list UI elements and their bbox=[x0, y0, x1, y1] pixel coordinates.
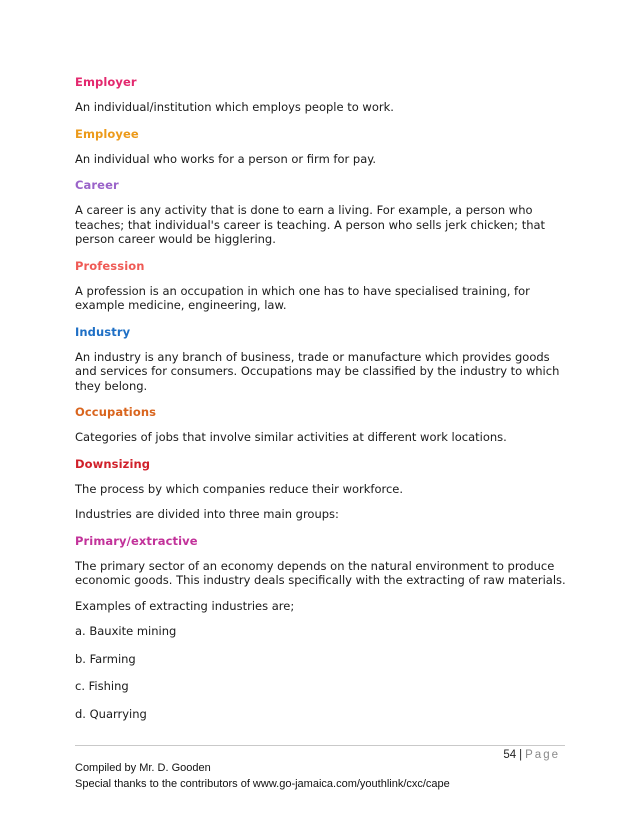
footer-compiled-by: Compiled by Mr. D. Gooden bbox=[75, 762, 211, 774]
heading-primary-extractive: Primary/extractive bbox=[75, 533, 198, 548]
definition-industry: An industry is any branch of business, trade or manufacture which provides goods and services for consumers. Occupations may be classified by the industry to which they belong. bbox=[75, 349, 560, 393]
page-content bbox=[75, 74, 570, 734]
heading-employer: Employer bbox=[75, 75, 137, 89]
industries-intro: Industries are divided into three main groups: bbox=[75, 507, 339, 521]
heading-employee: Employee bbox=[75, 126, 139, 141]
definition-downsizing: The process by which companies reduce their workforce. bbox=[75, 481, 404, 496]
footer-divider bbox=[75, 745, 565, 746]
list-item: d. Quarrying bbox=[75, 706, 147, 721]
heading-industry: Industry bbox=[75, 324, 131, 339]
definition-employer: An individual/institution which employs people to work. bbox=[75, 100, 394, 114]
list-item: b. Farming bbox=[75, 651, 136, 666]
definition-primary-extractive: The primary sector of an economy depends on the natural environment to produce economic goods. This industry deals specifically with the extracting of raw materials. bbox=[75, 558, 566, 587]
definition-employee: An individual who works for a person or firm for pay. bbox=[75, 151, 377, 166]
list-item: a. Bauxite mining bbox=[75, 624, 177, 638]
list-item: c. Fishing bbox=[75, 679, 129, 693]
definition-occupations: Categories of jobs that involve similar activities at different work locations. bbox=[75, 430, 507, 444]
heading-downsizing: Downsizing bbox=[75, 456, 151, 471]
heading-career: Career bbox=[75, 178, 119, 192]
page-number-value: 54 bbox=[503, 749, 517, 761]
definition-career: A career is any activity that is done to earn a living. For example, a person who teaches; that individual's career is teaching. A person who sells jerk chicken; that person career would be higglering. bbox=[75, 203, 546, 246]
page-number-separator: | bbox=[519, 749, 523, 761]
heading-profession: Profession bbox=[75, 258, 145, 273]
page-label: Page bbox=[525, 749, 560, 761]
heading-occupations: Occupations bbox=[75, 405, 157, 419]
examples-intro: Examples of extracting industries are; bbox=[75, 598, 295, 613]
page-number bbox=[503, 748, 560, 762]
definition-profession: A profession is an occupation in which one has to have specialised training, for example medicine, engineering, law. bbox=[75, 283, 530, 312]
footer-thanks: Special thanks to the contributors of www.go-jamaica.com/youthlink/cxc/cape bbox=[75, 778, 450, 790]
